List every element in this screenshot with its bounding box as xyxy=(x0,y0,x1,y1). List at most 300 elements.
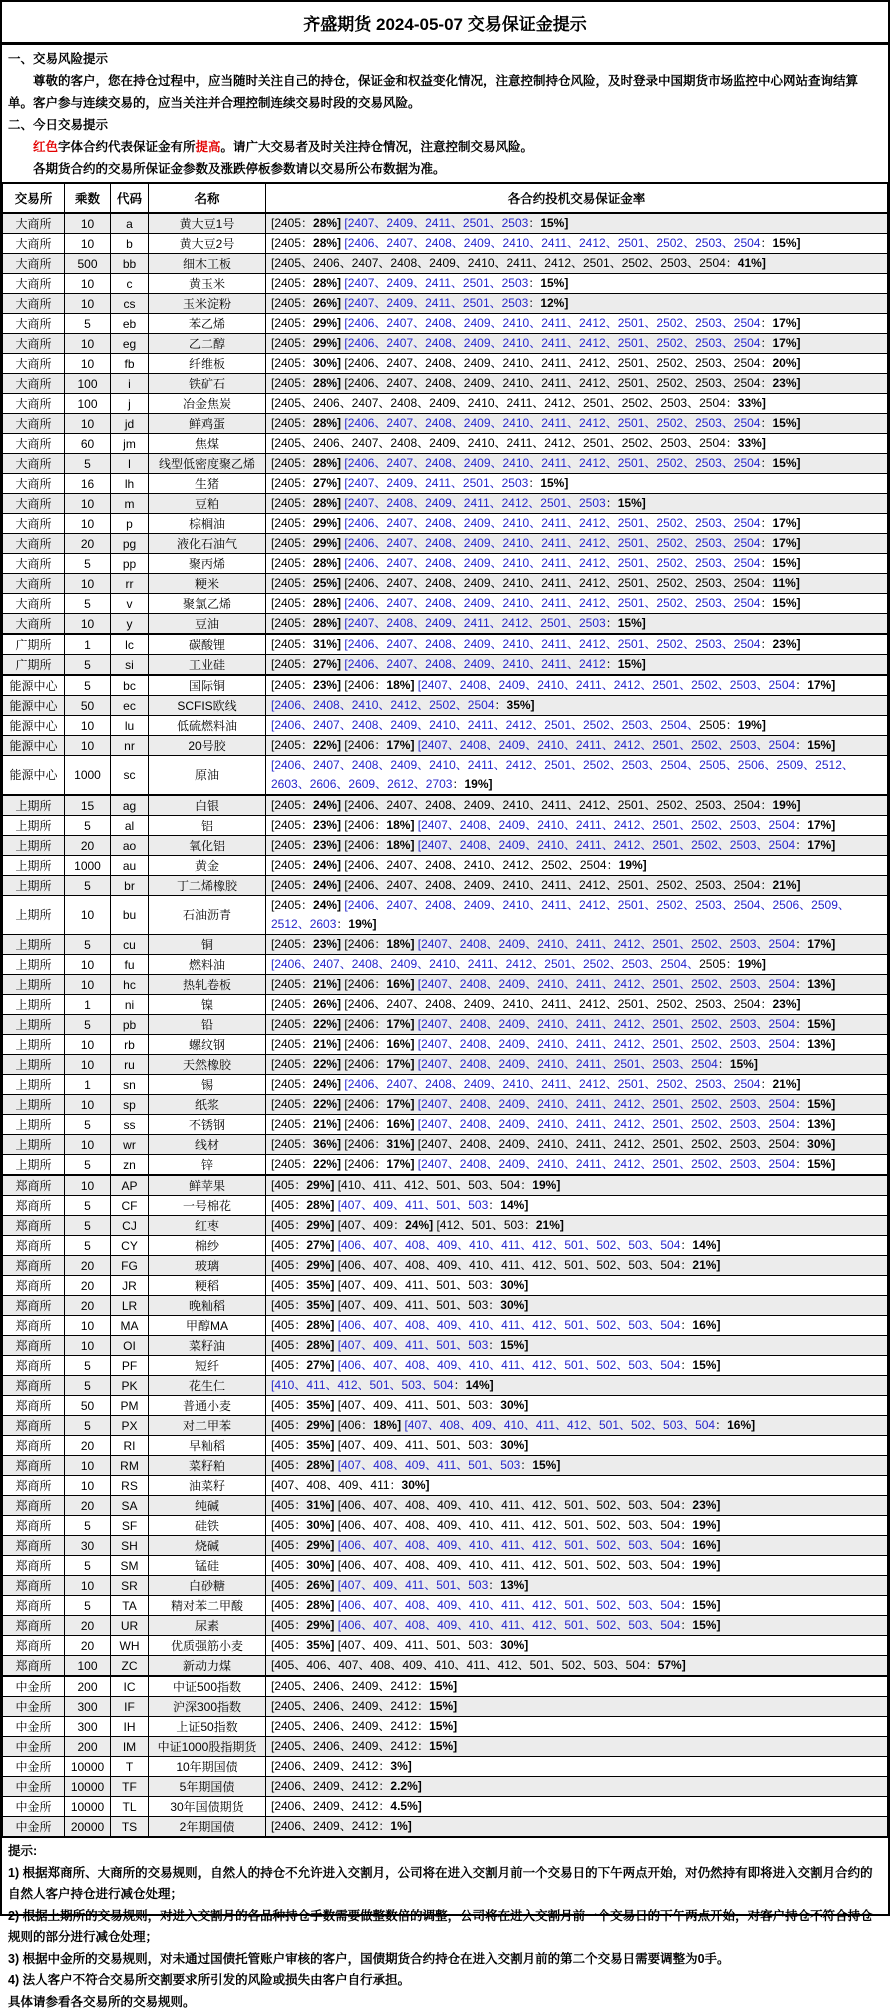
code-cell: IC xyxy=(111,1676,149,1697)
multiplier-cell: 10 xyxy=(65,1456,111,1476)
name-cell: 油菜籽 xyxy=(149,1476,266,1496)
code-cell: TS xyxy=(111,1817,149,1838)
multiplier-cell: 10 xyxy=(65,213,111,234)
multiplier-cell: 10 xyxy=(65,294,111,314)
code-cell: SH xyxy=(111,1536,149,1556)
name-cell: 20号胶 xyxy=(149,736,266,756)
exchange-cell: 中金所 xyxy=(3,1697,65,1717)
multiplier-cell: 200 xyxy=(65,1737,111,1757)
exchange-cell: 郑商所 xyxy=(3,1636,65,1656)
table-row xyxy=(3,1436,888,1456)
name-cell: 不锈钢 xyxy=(149,1115,266,1135)
code-cell: IF xyxy=(111,1697,149,1717)
margin-rates-cell: [2406、2407、2408、2409、2410、2411、2412、2501、2502、2503、2504、2505：19%] xyxy=(266,955,888,975)
table-row xyxy=(3,334,888,354)
exchange-cell: 郑商所 xyxy=(3,1196,65,1216)
highlight-line xyxy=(8,136,882,158)
exchange-cell: 大商所 xyxy=(3,594,65,614)
code-cell: i xyxy=(111,374,149,394)
notes-heading: 提示: xyxy=(8,1841,882,1863)
multiplier-cell: 10 xyxy=(65,1175,111,1196)
margin-rates-cell: [405：29%] [410、411、412、501、503、504：19%] xyxy=(266,1175,888,1196)
exchange-cell: 郑商所 xyxy=(3,1316,65,1336)
margin-table xyxy=(2,182,888,1838)
name-cell: 低硫燃料油 xyxy=(149,716,266,736)
name-cell: 黄金 xyxy=(149,856,266,876)
table-row xyxy=(3,554,888,574)
exchange-cell: 大商所 xyxy=(3,354,65,374)
exchange-cell: 上期所 xyxy=(3,935,65,955)
code-cell: br xyxy=(111,876,149,896)
table-row xyxy=(3,213,888,234)
name-cell: 乙二醇 xyxy=(149,334,266,354)
name-cell: 工业硅 xyxy=(149,655,266,676)
name-cell: 硅铁 xyxy=(149,1516,266,1536)
margin-rates-cell: [2405：28%] [2406、2407、2408、2409、2410、2411、2412、2501、2502、2503、2504：23%] xyxy=(266,374,888,394)
code-cell: lu xyxy=(111,716,149,736)
code-cell: WH xyxy=(111,1636,149,1656)
name-cell: 粳稻 xyxy=(149,1276,266,1296)
name-cell: 碳酸锂 xyxy=(149,634,266,655)
exchange-cell: 大商所 xyxy=(3,534,65,554)
table-row xyxy=(3,975,888,995)
exchange-cell: 大商所 xyxy=(3,574,65,594)
margin-rates-cell: [2405：22%] [2406：17%] [2407、2408、2409、2410、2411、2501、2503、2504：15%] xyxy=(266,1055,888,1075)
exchange-cell: 中金所 xyxy=(3,1757,65,1777)
code-cell: TA xyxy=(111,1596,149,1616)
table-row xyxy=(3,1576,888,1596)
exchange-cell: 大商所 xyxy=(3,414,65,434)
exchange-cell: 郑商所 xyxy=(3,1536,65,1556)
margin-rates-cell: [2406、2408、2410、2412、2502、2504：35%] xyxy=(266,696,888,716)
margin-rates-cell: [2405：22%] [2406：17%] [2407、2408、2409、2410、2411、2412、2501、2502、2503、2504：15%] xyxy=(266,1095,888,1115)
multiplier-cell: 10 xyxy=(65,716,111,736)
exchange-cell: 上期所 xyxy=(3,876,65,896)
table-row xyxy=(3,274,888,294)
risk-notice-heading: 一、交易风险提示 xyxy=(8,48,882,70)
exchange-cell: 郑商所 xyxy=(3,1376,65,1396)
multiplier-cell: 20000 xyxy=(65,1817,111,1838)
code-cell: eg xyxy=(111,334,149,354)
margin-rates-cell: [2405：28%] [2406、2407、2408、2409、2410、2411、2412、2501、2502、2503、2504：15%] xyxy=(266,454,888,474)
name-cell: 石油沥青 xyxy=(149,896,266,935)
code-cell: sp xyxy=(111,1095,149,1115)
name-cell: 焦煤 xyxy=(149,434,266,454)
multiplier-cell: 15 xyxy=(65,795,111,816)
exchange-cell: 大商所 xyxy=(3,274,65,294)
table-row xyxy=(3,1236,888,1256)
multiplier-cell: 5 xyxy=(65,1015,111,1035)
margin-rates-cell: [2405：28%] [2406、2407、2408、2409、2410、2411、2412、2501、2502、2503、2504：15%] xyxy=(266,234,888,254)
multiplier-cell: 1000 xyxy=(65,856,111,876)
table-row xyxy=(3,1456,888,1476)
table-row xyxy=(3,1055,888,1075)
note-item: 1) 根据郑商所、大商所的交易规则，自然人的持仓不允许进入交割月，公司将在进入交割月前一个交易日的下午两点开始，对仍然持有即将进入交割月合约的自然人客户持仓进行减仓处理； xyxy=(8,1863,882,1906)
table-row xyxy=(3,234,888,254)
margin-rates-cell: [405：28%] [406、407、408、409、410、411、412、501、502、503、504：16%] xyxy=(266,1316,888,1336)
margin-rates-cell: [2405：29%] [2406、2407、2408、2409、2410、2411、2412、2501、2502、2503、2504：17%] xyxy=(266,314,888,334)
name-cell: 5年期国债 xyxy=(149,1777,266,1797)
exchange-cell: 上期所 xyxy=(3,836,65,856)
margin-rates-cell: [405：29%] [406：18%] [407、408、409、410、411、412、501、502、503、504：16%] xyxy=(266,1416,888,1436)
name-cell: 上证50指数 xyxy=(149,1717,266,1737)
code-cell: lc xyxy=(111,634,149,655)
exchange-cell: 上期所 xyxy=(3,896,65,935)
code-cell: rb xyxy=(111,1035,149,1055)
table-row xyxy=(3,1296,888,1316)
name-cell: 国际铜 xyxy=(149,675,266,696)
risk-notice-body: 尊敬的客户，您在持仓过程中，应当随时关注自己的持仓，保证金和权益变化情况，注意控制持仓风险，及时登录中国期货市场监控中心网站查询结算单。客户参与连续交易的，应当关注并合理控制连续交易时段的交易风险。 xyxy=(8,70,882,114)
multiplier-cell: 10 xyxy=(65,975,111,995)
code-cell: bc xyxy=(111,675,149,696)
name-cell: 豆油 xyxy=(149,614,266,635)
exchange-cell: 郑商所 xyxy=(3,1476,65,1496)
code-cell: PK xyxy=(111,1376,149,1396)
exchange-cell: 郑商所 xyxy=(3,1516,65,1536)
name-cell: 白砂糖 xyxy=(149,1576,266,1596)
margin-rates-cell: [2405：22%] [2406：17%] [2407、2408、2409、2410、2411、2412、2501、2502、2503、2504：15%] xyxy=(266,736,888,756)
margin-rates-cell: [2405、2406、2409、2412：15%] xyxy=(266,1697,888,1717)
code-cell: l xyxy=(111,454,149,474)
name-cell: 豆粕 xyxy=(149,494,266,514)
name-cell: 铁矿石 xyxy=(149,374,266,394)
margin-rates-cell: [2406、2409、2412：1%] xyxy=(266,1817,888,1838)
name-cell: 线材 xyxy=(149,1135,266,1155)
margin-rates-cell: [2405：31%] [2406、2407、2408、2409、2410、2411、2412、2501、2502、2503、2504：23%] xyxy=(266,634,888,655)
margin-rates-cell: [2405：26%] [2406、2407、2408、2409、2410、2411、2412、2501、2502、2503、2504：23%] xyxy=(266,995,888,1015)
exchange-cell: 中金所 xyxy=(3,1797,65,1817)
table-row xyxy=(3,1276,888,1296)
table-row xyxy=(3,1396,888,1416)
margin-rates-cell: [2405：28%] [2407、2408、2409、2411、2412、2501、2503：15%] xyxy=(266,614,888,635)
margin-rates-cell: [405：29%] [406、407、408、409、410、411、412、501、502、503、504：15%] xyxy=(266,1616,888,1636)
code-cell: eb xyxy=(111,314,149,334)
margin-rates-cell: [2405、2406、2407、2408、2409、2410、2411、2412、2501、2502、2503、2504：33%] xyxy=(266,434,888,454)
table-row xyxy=(3,1196,888,1216)
exchange-cell: 郑商所 xyxy=(3,1656,65,1677)
name-cell: 棕榈油 xyxy=(149,514,266,534)
exchange-cell: 郑商所 xyxy=(3,1296,65,1316)
margin-rates-cell: [2406、2407、2408、2409、2410、2411、2412、2501、2502、2503、2504、2505、2506、2509、2512、2603、2606、2609、2612、2703：19%] xyxy=(266,756,888,796)
table-row xyxy=(3,314,888,334)
table-row xyxy=(3,1155,888,1176)
table-row xyxy=(3,1777,888,1797)
margin-rates-cell: [405：27%] [406、407、408、409、410、411、412、501、502、503、504：14%] xyxy=(266,1236,888,1256)
code-cell: IH xyxy=(111,1717,149,1737)
margin-rates-cell: [2405、2406、2409、2412：15%] xyxy=(266,1676,888,1697)
exchange-cell: 大商所 xyxy=(3,254,65,274)
name-cell: 棉纱 xyxy=(149,1236,266,1256)
multiplier-cell: 10 xyxy=(65,514,111,534)
margin-rates-cell: [2405：25%] [2406、2407、2408、2409、2410、2411、2412、2501、2502、2503、2504：11%] xyxy=(266,574,888,594)
margin-rates-cell: [2405：21%] [2406：16%] [2407、2408、2409、2410、2411、2412、2501、2502、2503、2504：13%] xyxy=(266,1115,888,1135)
code-cell: ao xyxy=(111,836,149,856)
table-row xyxy=(3,896,888,935)
code-cell: MA xyxy=(111,1316,149,1336)
multiplier-cell: 5 xyxy=(65,554,111,574)
table-row xyxy=(3,675,888,696)
name-cell: 菜籽粕 xyxy=(149,1456,266,1476)
name-cell: 鲜苹果 xyxy=(149,1175,266,1196)
margin-rates-cell: [2405：28%] [2407、2409、2411、2501、2503：15%] xyxy=(266,213,888,234)
multiplier-cell: 5 xyxy=(65,675,111,696)
exchange-cell: 郑商所 xyxy=(3,1556,65,1576)
table-row xyxy=(3,634,888,655)
multiplier-cell: 5 xyxy=(65,935,111,955)
name-cell: 线型低密度聚乙烯 xyxy=(149,454,266,474)
margin-rates-cell: [2406、2409、2412：2.2%] xyxy=(266,1777,888,1797)
name-cell: 菜籽油 xyxy=(149,1336,266,1356)
table-row xyxy=(3,1636,888,1656)
name-cell: 中证500指数 xyxy=(149,1676,266,1697)
col-margin-rates: 各合约投机交易保证金率 xyxy=(266,183,888,213)
table-row xyxy=(3,414,888,434)
exchange-cell: 大商所 xyxy=(3,514,65,534)
table-row xyxy=(3,1416,888,1436)
exchange-cell: 能源中心 xyxy=(3,736,65,756)
margin-rates-cell: [2405：26%] [2407、2409、2411、2501、2503：12%] xyxy=(266,294,888,314)
table-row xyxy=(3,1376,888,1396)
table-row xyxy=(3,574,888,594)
exchange-cell: 上期所 xyxy=(3,955,65,975)
multiplier-cell: 5 xyxy=(65,1115,111,1135)
code-cell: PX xyxy=(111,1416,149,1436)
margin-rates-cell: [2405：23%] [2406：18%] [2407、2408、2409、2410、2411、2412、2501、2502、2503、2504：17%] xyxy=(266,816,888,836)
code-cell: b xyxy=(111,234,149,254)
margin-rates-cell: [2405、2406、2407、2408、2409、2410、2411、2412、2501、2502、2503、2504：41%] xyxy=(266,254,888,274)
multiplier-cell: 20 xyxy=(65,1496,111,1516)
code-cell: au xyxy=(111,856,149,876)
exchange-cell: 郑商所 xyxy=(3,1216,65,1236)
table-header-row xyxy=(3,183,888,213)
table-row xyxy=(3,1256,888,1276)
code-cell: al xyxy=(111,816,149,836)
multiplier-cell: 5 xyxy=(65,1236,111,1256)
exchange-cell: 郑商所 xyxy=(3,1336,65,1356)
table-row xyxy=(3,1536,888,1556)
name-cell: 对二甲苯 xyxy=(149,1416,266,1436)
code-cell: wr xyxy=(111,1135,149,1155)
exchange-cell: 能源中心 xyxy=(3,756,65,796)
code-cell: OI xyxy=(111,1336,149,1356)
margin-rates-cell: [2405：29%] [2406、2407、2408、2409、2410、2411、2412、2501、2502、2503、2504：17%] xyxy=(266,514,888,534)
multiplier-cell: 5 xyxy=(65,314,111,334)
name-cell: 新动力煤 xyxy=(149,1656,266,1677)
code-cell: p xyxy=(111,514,149,534)
name-cell: 黄大豆2号 xyxy=(149,234,266,254)
table-row xyxy=(3,655,888,676)
table-row xyxy=(3,876,888,896)
code-cell: JR xyxy=(111,1276,149,1296)
code-cell: IM xyxy=(111,1737,149,1757)
table-row xyxy=(3,594,888,614)
code-cell: a xyxy=(111,213,149,234)
table-row xyxy=(3,1496,888,1516)
code-cell: sc xyxy=(111,756,149,796)
exchange-cell: 上期所 xyxy=(3,1015,65,1035)
table-row xyxy=(3,294,888,314)
multiplier-cell: 50 xyxy=(65,696,111,716)
code-cell: RS xyxy=(111,1476,149,1496)
code-cell: ru xyxy=(111,1055,149,1075)
name-cell: 热轧卷板 xyxy=(149,975,266,995)
name-cell: 早籼稻 xyxy=(149,1436,266,1456)
table-row xyxy=(3,1556,888,1576)
params-disclaimer-line: 各期货合约的交易所保证金参数及涨跌停板参数请以交易所公布数据为准。 xyxy=(8,158,882,180)
multiplier-cell: 5 xyxy=(65,1356,111,1376)
table-row xyxy=(3,254,888,274)
multiplier-cell: 5 xyxy=(65,594,111,614)
margin-rates-cell: [2405：27%] [2407、2409、2411、2501、2503：15%] xyxy=(266,474,888,494)
multiplier-cell: 100 xyxy=(65,394,111,414)
exchange-cell: 能源中心 xyxy=(3,675,65,696)
table-row xyxy=(3,856,888,876)
exchange-cell: 大商所 xyxy=(3,394,65,414)
col-multiplier: 乘数 xyxy=(65,183,111,213)
exchange-cell: 大商所 xyxy=(3,374,65,394)
table-row xyxy=(3,534,888,554)
multiplier-cell: 5 xyxy=(65,454,111,474)
multiplier-cell: 5 xyxy=(65,1196,111,1216)
code-cell: nr xyxy=(111,736,149,756)
name-cell: 冶金焦炭 xyxy=(149,394,266,414)
code-cell: PF xyxy=(111,1356,149,1376)
intro-section xyxy=(2,45,888,182)
name-cell: 粳米 xyxy=(149,574,266,594)
margin-rates-cell: [405：29%] [406、407、408、409、410、411、412、501、502、503、504：21%] xyxy=(266,1256,888,1276)
exchange-cell: 大商所 xyxy=(3,554,65,574)
code-cell: y xyxy=(111,614,149,635)
exchange-cell: 郑商所 xyxy=(3,1276,65,1296)
code-cell: PM xyxy=(111,1396,149,1416)
exchange-cell: 郑商所 xyxy=(3,1456,65,1476)
multiplier-cell: 100 xyxy=(65,1656,111,1677)
margin-rates-cell: [2405：28%] [2407、2408、2409、2411、2412、2501、2503：15%] xyxy=(266,494,888,514)
margin-rates-cell: [405：29%] [407、409：24%] [412、501、503：21%] xyxy=(266,1216,888,1236)
margin-rates-cell: [405：28%] [406、407、408、409、410、411、412、501、502、503、504：15%] xyxy=(266,1596,888,1616)
multiplier-cell: 20 xyxy=(65,1636,111,1656)
margin-rates-cell: [405：30%] [406、407、408、409、410、411、412、501、502、503、504：19%] xyxy=(266,1516,888,1536)
margin-rates-cell: [2406、2409、2412：3%] xyxy=(266,1757,888,1777)
name-cell: 锰硅 xyxy=(149,1556,266,1576)
exchange-cell: 大商所 xyxy=(3,614,65,635)
margin-rates-cell: [2405：23%] [2406：18%] [2407、2408、2409、2410、2411、2412、2501、2502、2503、2504：17%] xyxy=(266,935,888,955)
multiplier-cell: 60 xyxy=(65,434,111,454)
name-cell: 黄大豆1号 xyxy=(149,213,266,234)
margin-rates-cell: [405：27%] [406、407、408、409、410、411、412、501、502、503、504：15%] xyxy=(266,1356,888,1376)
code-cell: bu xyxy=(111,896,149,935)
code-cell: m xyxy=(111,494,149,514)
name-cell: 尿素 xyxy=(149,1616,266,1636)
exchange-cell: 广期所 xyxy=(3,655,65,676)
margin-rates-cell: [405：35%] [407、409、411、501、503：30%] xyxy=(266,1276,888,1296)
code-cell: TF xyxy=(111,1777,149,1797)
multiplier-cell: 20 xyxy=(65,534,111,554)
code-cell: CY xyxy=(111,1236,149,1256)
table-row xyxy=(3,1676,888,1697)
multiplier-cell: 20 xyxy=(65,1276,111,1296)
multiplier-cell: 10 xyxy=(65,274,111,294)
multiplier-cell: 10000 xyxy=(65,1777,111,1797)
multiplier-cell: 10 xyxy=(65,736,111,756)
code-cell: TL xyxy=(111,1797,149,1817)
code-cell: LR xyxy=(111,1296,149,1316)
code-cell: zn xyxy=(111,1155,149,1176)
name-cell: 螺纹钢 xyxy=(149,1035,266,1055)
name-cell: 中证1000股指期货 xyxy=(149,1737,266,1757)
multiplier-cell: 1 xyxy=(65,1075,111,1095)
margin-rates-cell: [2405：23%] [2406：18%] [2407、2408、2409、2410、2411、2412、2501、2502、2503、2504：17%] xyxy=(266,836,888,856)
name-cell: 天然橡胶 xyxy=(149,1055,266,1075)
code-cell: SM xyxy=(111,1556,149,1576)
notes-items xyxy=(8,1863,882,1992)
exchange-cell: 上期所 xyxy=(3,816,65,836)
exchange-cell: 郑商所 xyxy=(3,1496,65,1516)
name-cell: 短纤 xyxy=(149,1356,266,1376)
name-cell: 优质强筋小麦 xyxy=(149,1636,266,1656)
code-cell: fu xyxy=(111,955,149,975)
multiplier-cell: 10 xyxy=(65,1576,111,1596)
name-cell: 精对苯二甲酸 xyxy=(149,1596,266,1616)
name-cell: SCFIS欧线 xyxy=(149,696,266,716)
code-cell: ZC xyxy=(111,1656,149,1677)
name-cell: 铅 xyxy=(149,1015,266,1035)
code-cell: lh xyxy=(111,474,149,494)
multiplier-cell: 300 xyxy=(65,1697,111,1717)
name-cell: 甲醇MA xyxy=(149,1316,266,1336)
name-cell: 晚籼稻 xyxy=(149,1296,266,1316)
margin-rates-cell: [2405：28%] [2407、2409、2411、2501、2503：15%] xyxy=(266,274,888,294)
col-exchange: 交易所 xyxy=(3,183,65,213)
table-row xyxy=(3,756,888,796)
margin-rates-cell: [405：31%] [406、407、408、409、410、411、412、501、502、503、504：23%] xyxy=(266,1496,888,1516)
code-cell: v xyxy=(111,594,149,614)
name-cell: 沪深300指数 xyxy=(149,1697,266,1717)
table-row xyxy=(3,736,888,756)
exchange-cell: 郑商所 xyxy=(3,1616,65,1636)
margin-rates-cell: [2405、2406、2407、2408、2409、2410、2411、2412、2501、2502、2503、2504：33%] xyxy=(266,394,888,414)
table-row xyxy=(3,1476,888,1496)
multiplier-cell: 10000 xyxy=(65,1757,111,1777)
table-row xyxy=(3,1015,888,1035)
multiplier-cell: 20 xyxy=(65,1616,111,1636)
name-cell: 锌 xyxy=(149,1155,266,1176)
margin-rates-cell: [2405：24%] [2406、2407、2408、2409、2410、2411、2412、2501、2502、2503、2504、2506、2509、2512、2603：19%] xyxy=(266,896,888,935)
multiplier-cell: 10 xyxy=(65,896,111,935)
code-cell: SF xyxy=(111,1516,149,1536)
multiplier-cell: 10 xyxy=(65,574,111,594)
exchange-cell: 大商所 xyxy=(3,434,65,454)
multiplier-cell: 10 xyxy=(65,334,111,354)
code-cell: FG xyxy=(111,1256,149,1276)
margin-rates-cell: [2405：30%] [2406、2407、2408、2409、2410、2411、2412、2501、2502、2503、2504：20%] xyxy=(266,354,888,374)
code-cell: UR xyxy=(111,1616,149,1636)
code-cell: RM xyxy=(111,1456,149,1476)
margin-rates-cell: [2405：36%] [2406：31%] [2407、2408、2409、2410、2411、2412、2501、2502、2503、2504：30%] xyxy=(266,1135,888,1155)
exchange-cell: 广期所 xyxy=(3,634,65,655)
name-cell: 普通小麦 xyxy=(149,1396,266,1416)
exchange-cell: 大商所 xyxy=(3,234,65,254)
multiplier-cell: 5 xyxy=(65,1516,111,1536)
margin-rates-cell: [407、408、409、411：30%] xyxy=(266,1476,888,1496)
exchange-cell: 郑商所 xyxy=(3,1356,65,1376)
exchange-cell: 上期所 xyxy=(3,856,65,876)
exchange-cell: 上期所 xyxy=(3,1055,65,1075)
highlight-plain-text: 。请广大交易者及时关注持仓情况，注意控制交易风险。 xyxy=(221,140,534,154)
multiplier-cell: 10 xyxy=(65,1316,111,1336)
exchange-cell: 郑商所 xyxy=(3,1576,65,1596)
margin-rates-cell: [2405：24%] [2406、2407、2408、2409、2410、2411、2412、2501、2502、2503、2504：21%] xyxy=(266,1075,888,1095)
